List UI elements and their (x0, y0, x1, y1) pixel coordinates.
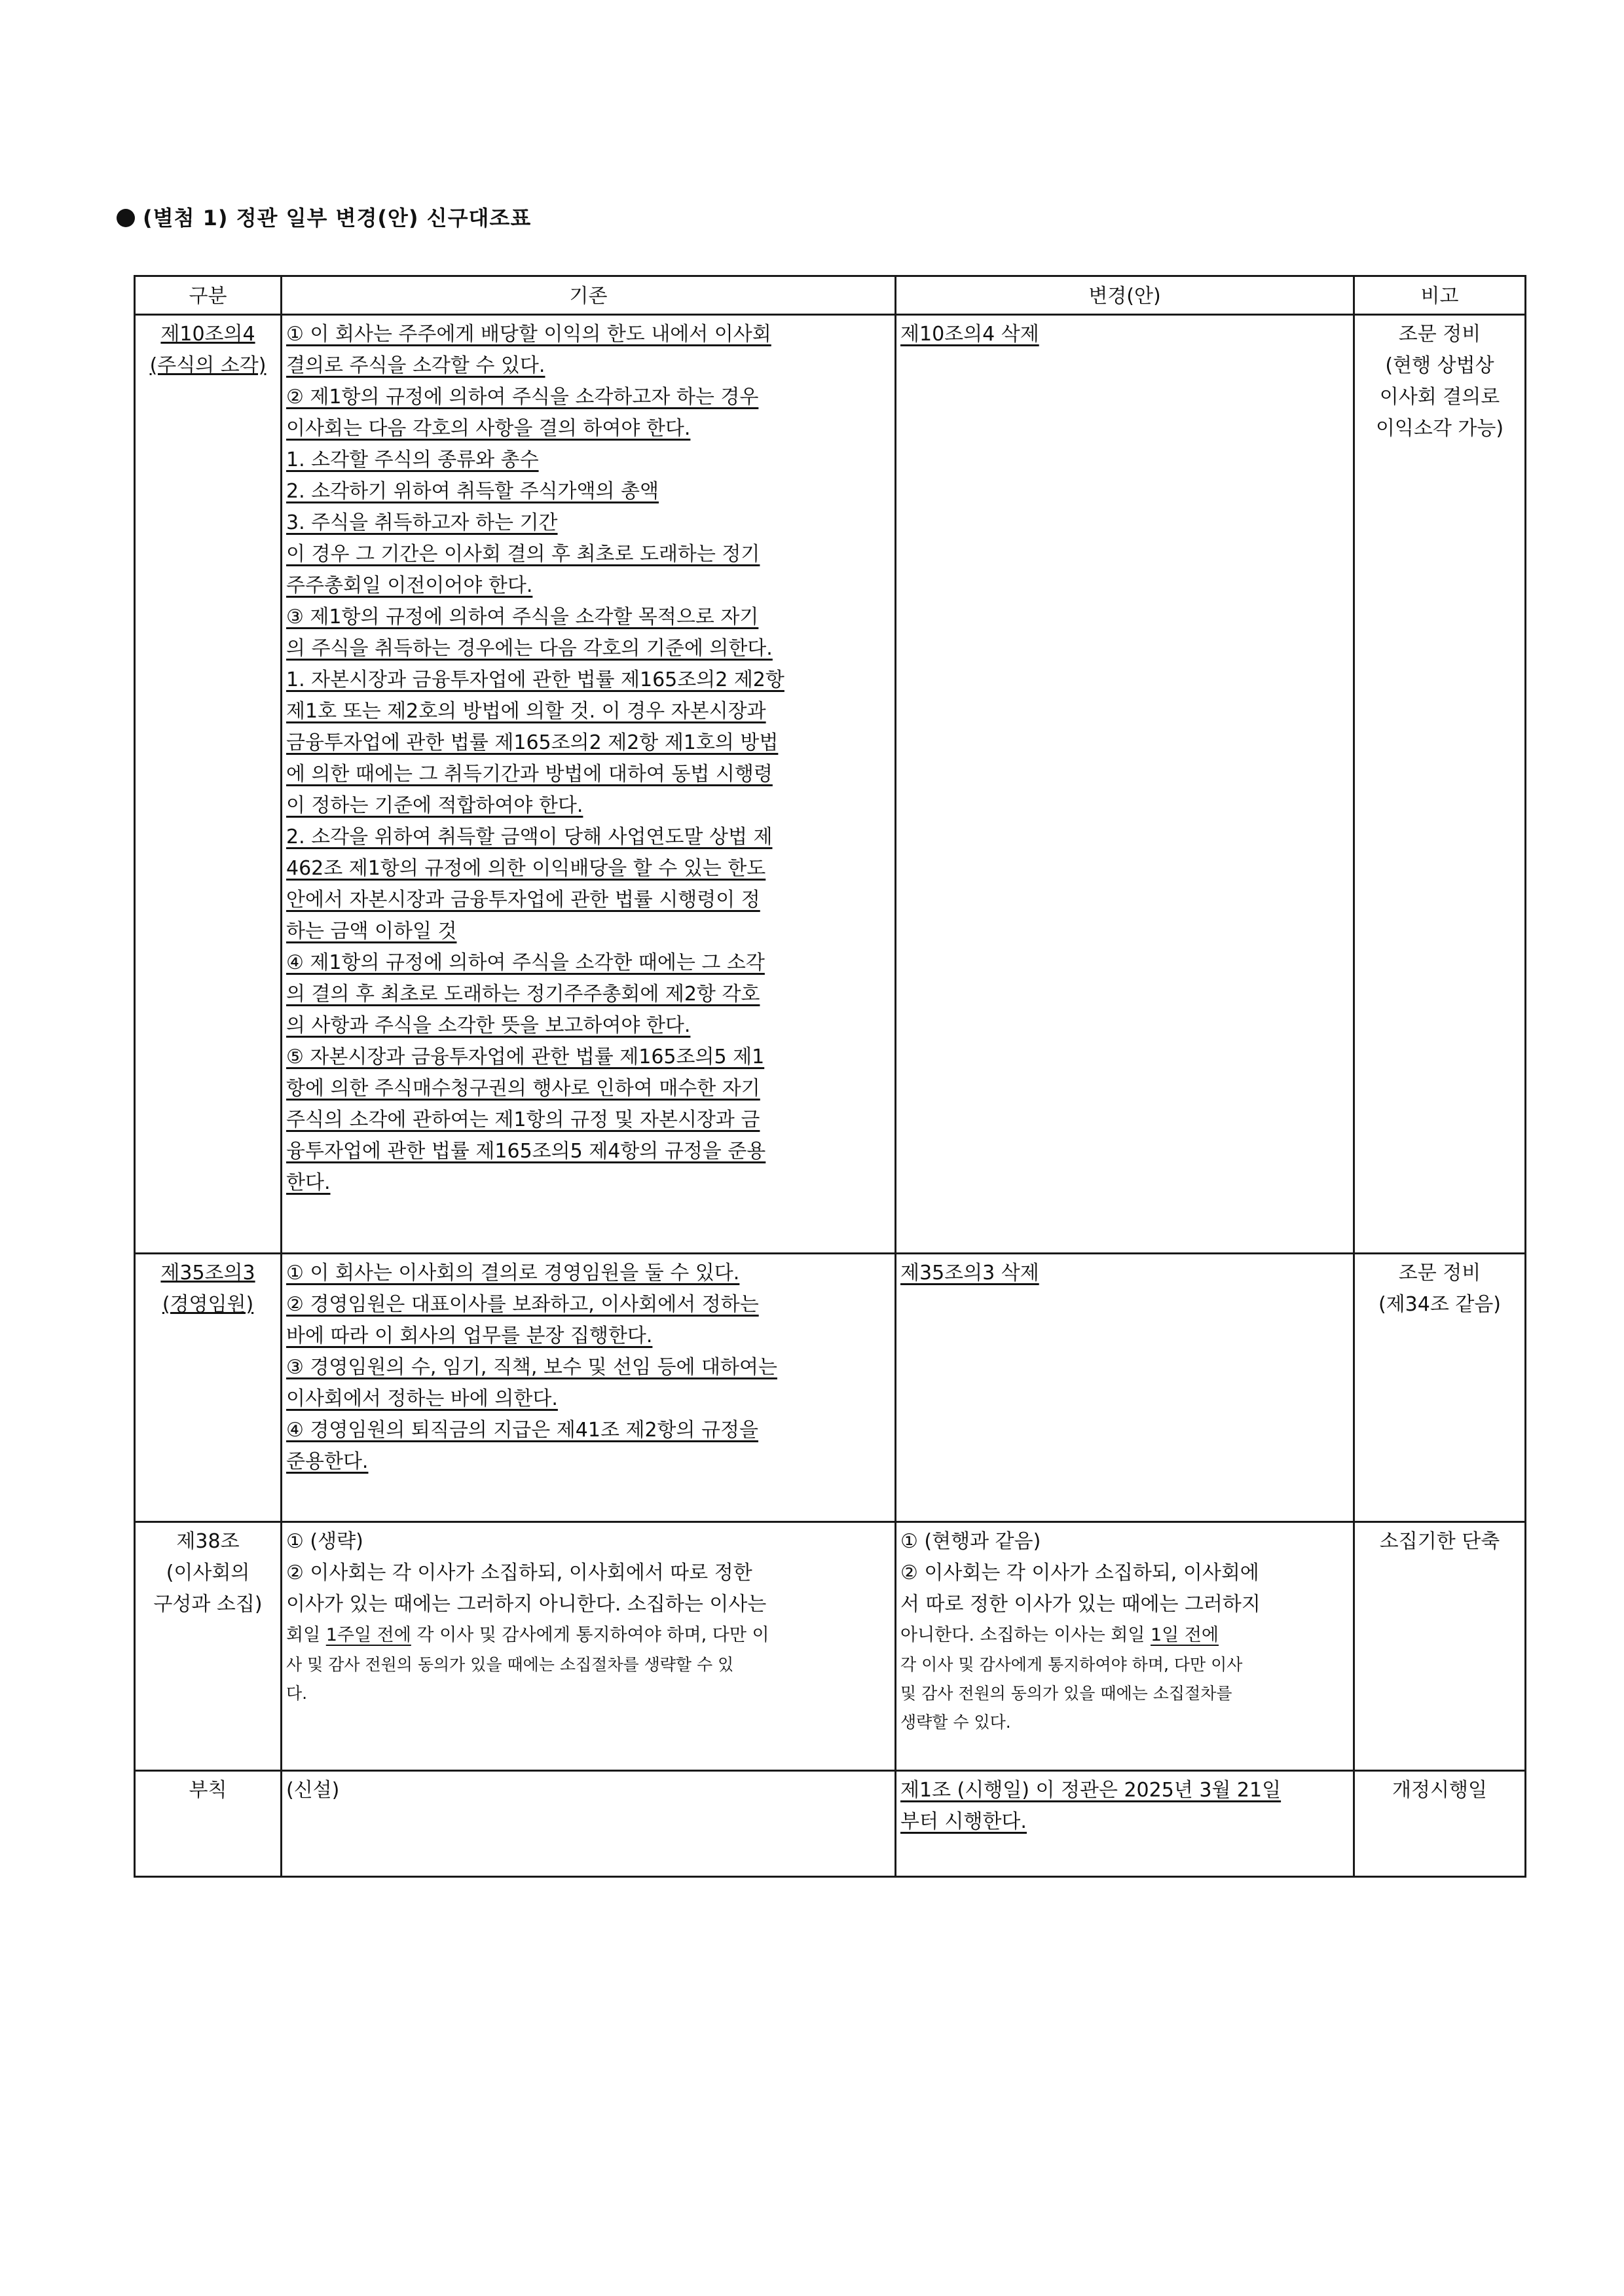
row1-existing-line: 한다. (286, 1171, 331, 1194)
row1-section-line: 제10조의4 (160, 323, 255, 346)
row2-existing-line: ③ 경영임원의 수, 임기, 직책, 보수 및 선임 등에 대하여는 (286, 1356, 777, 1379)
row3-section-line: 구성과 소집) (153, 1593, 263, 1616)
row1-note-line: 이사회 결의로 (1379, 386, 1500, 409)
row2-note-line: 조문 정비 (1398, 1262, 1481, 1285)
row1-note-line: 이익소각 가능) (1375, 417, 1504, 440)
row1-existing-line: 주식의 소각에 관하여는 제1항의 규정 및 자본시장과 금 (286, 1108, 760, 1131)
row1-section-line: (주식의 소각) (149, 354, 267, 377)
row3-proposed-text: 아니한다. 소집하는 이사는 회일 (900, 1625, 1151, 1645)
header-note: 비고 (1354, 276, 1526, 315)
row2-section-line: 제35조의3 (160, 1262, 255, 1285)
row4-existing (282, 1771, 896, 1877)
table-row (135, 1771, 1526, 1877)
row3-existing-line: 다. (286, 1684, 308, 1703)
row3-existing-highlight: 1주일 전에 (325, 1625, 411, 1645)
row3-section-line: 제38조 (176, 1530, 240, 1553)
row3-proposed (896, 1522, 1354, 1771)
row4-existing-line: (신설) (286, 1779, 340, 1802)
row1-existing-line: ① 이 회사는 주주에게 배당할 이익의 한도 내에서 이사회 (286, 323, 771, 346)
row3-existing-line (286, 1620, 891, 1650)
row1-existing-line: 3. 주식을 취득하고자 하는 기간 (286, 511, 558, 534)
row3-section (135, 1522, 282, 1771)
row1-existing-line: 이 정하는 기준에 적합하여야 한다. (286, 794, 583, 817)
header-existing: 기존 (282, 276, 896, 315)
row2-existing-line: ② 경영임원은 대표이사를 보좌하고, 이사회에서 정하는 (286, 1293, 759, 1316)
row1-existing-line: 융투자업에 관한 법률 제165조의5 제4항의 규정을 준용 (286, 1140, 766, 1163)
row1-existing-line: 이 경우 그 기간은 이사회 결의 후 최초로 도래하는 정기 (286, 543, 760, 566)
row1-existing-line: 안에서 자본시장과 금융투자업에 관한 법률 시행령이 정 (286, 888, 760, 911)
row4-note (1354, 1771, 1526, 1877)
row1-existing-line: 에 의한 때에는 그 취득기간과 방법에 대하여 동법 시행령 (286, 763, 773, 786)
header-section: 구분 (135, 276, 282, 315)
row3-note-line: 소집기한 단축 (1379, 1530, 1500, 1553)
table-row (135, 1254, 1526, 1522)
row3-existing-line: ① (생략) (286, 1530, 363, 1553)
table-row (135, 1522, 1526, 1771)
row1-existing-line: 이사회는 다음 각호의 사항을 결의 하여야 한다. (286, 417, 691, 440)
row2-existing (282, 1254, 896, 1522)
row1-existing-line: 결의로 주식을 소각할 수 있다. (286, 354, 545, 377)
row1-existing-line: 주주총회일 이전이어야 한다. (286, 574, 533, 597)
row1-section (135, 315, 282, 1254)
row2-existing-line: 이사회에서 정하는 바에 의한다. (286, 1387, 558, 1410)
table-header-row (135, 276, 1526, 315)
row1-existing-line: 하는 금액 이하일 것 (286, 920, 457, 943)
row3-proposed-highlight: 1일 전에 (1150, 1625, 1219, 1645)
row2-section (135, 1254, 282, 1522)
row2-section-line: (경영임원) (162, 1293, 254, 1316)
row2-proposed-line: 제35조의3 삭제 (900, 1262, 1039, 1285)
row1-existing-line: 금융투자업에 관한 법률 제165조의2 제2항 제1호의 방법 (286, 731, 779, 754)
row1-existing (282, 315, 896, 1254)
row4-section (135, 1771, 282, 1877)
row3-existing-text: 회일 (286, 1625, 326, 1645)
header-proposed: 변경(안) (896, 276, 1354, 315)
row3-existing-text: 각 이사 및 감사에게 통지하여야 하며, 다만 이 (411, 1625, 769, 1645)
row3-proposed-line (900, 1620, 1349, 1650)
row1-existing-line: 2. 소각을 위하여 취득할 금액이 당해 사업연도말 상법 제 (286, 826, 773, 848)
row3-existing (282, 1522, 896, 1771)
row1-existing-line: ④ 제1항의 규정에 의하여 주식을 소각한 때에는 그 소각 (286, 951, 765, 974)
row3-note (1354, 1522, 1526, 1771)
row1-existing-line: ⑤ 자본시장과 금융투자업에 관한 법률 제165조의5 제1 (286, 1046, 765, 1068)
row2-existing-line: 준용한다. (286, 1450, 369, 1473)
row2-proposed (896, 1254, 1354, 1522)
bullet-icon (117, 209, 135, 227)
row3-existing-line: 이사가 있는 때에는 그러하지 아니한다. 소집하는 이사는 (286, 1593, 767, 1616)
table-row (135, 315, 1526, 1254)
row1-existing-line: ② 제1항의 규정에 의하여 주식을 소각하고자 하는 경우 (286, 386, 759, 409)
row3-proposed-line: ① (현행과 같음) (900, 1530, 1041, 1553)
comparison-table (134, 275, 1526, 1878)
row1-note-line: 조문 정비 (1398, 323, 1481, 346)
document-title-text: (별첨 1) 정관 일부 변경(안) 신구대조표 (143, 206, 532, 230)
row1-existing-line: 1. 자본시장과 금융투자업에 관한 법률 제165조의2 제2항 (286, 668, 784, 691)
row1-existing-line: ③ 제1항의 규정에 의하여 주식을 소각할 목적으로 자기 (286, 606, 759, 629)
row3-proposed-line: 서 따로 정한 이사가 있는 때에는 그러하지 (900, 1593, 1261, 1616)
row1-proposed-line: 제10조의4 삭제 (900, 323, 1039, 346)
row1-note-line: (현행 상법상 (1385, 354, 1494, 377)
row3-proposed-line: ② 이사회는 각 이사가 소집하되, 이사회에 (900, 1561, 1259, 1584)
row2-existing-line: ④ 경영임원의 퇴직금의 지급은 제41조 제2항의 규정을 (286, 1419, 758, 1442)
row4-proposed-line: 제1조 (시행일) 이 정관은 2025년 3월 21일 (900, 1779, 1282, 1802)
row3-existing-line: 사 및 감사 전원의 동의가 있을 때에는 소집절차를 생략할 수 있 (286, 1655, 734, 1674)
document-title (117, 202, 531, 232)
row3-existing-line: ② 이사회는 각 이사가 소집하되, 이사회에서 따로 정한 (286, 1561, 752, 1584)
row1-existing-line: 의 결의 후 최초로 도래하는 정기주주총회에 제2항 각호 (286, 983, 760, 1006)
row1-existing-line: 2. 소각하기 위하여 취득할 주식가액의 총액 (286, 480, 659, 503)
row2-note-line: (제34조 같음) (1378, 1293, 1502, 1316)
row1-existing-line: 제1호 또는 제2호의 방법에 의할 것. 이 경우 자본시장과 (286, 700, 766, 723)
row4-proposed (896, 1771, 1354, 1877)
row3-proposed-line: 생략할 수 있다. (900, 1713, 1011, 1732)
row1-existing-line: 항에 의한 주식매수청구권의 행사로 인하여 매수한 자기 (286, 1077, 760, 1100)
row1-existing-line: 1. 소각할 주식의 종류와 총수 (286, 448, 539, 471)
row3-section-line: (이사회의 (166, 1561, 250, 1584)
row1-proposed (896, 315, 1354, 1254)
row4-section-line: 부칙 (189, 1779, 227, 1802)
row3-proposed-line: 및 감사 전원의 동의가 있을 때에는 소집절차를 (900, 1684, 1232, 1703)
row1-existing-line: 의 주식을 취득하는 경우에는 다음 각호의 기준에 의한다. (286, 637, 773, 660)
row2-existing-line: 바에 따라 이 회사의 업무를 분장 집행한다. (286, 1324, 653, 1347)
row4-proposed-line: 부터 시행한다. (900, 1810, 1027, 1833)
row3-proposed-line: 각 이사 및 감사에게 통지하여야 하며, 다만 이사 (900, 1655, 1243, 1674)
row2-existing-line: ① 이 회사는 이사회의 결의로 경영임원을 둘 수 있다. (286, 1262, 740, 1285)
row1-existing-line: 462조 제1항의 규정에 의한 이익배당을 할 수 있는 한도 (286, 857, 766, 880)
row4-note-line: 개정시행일 (1392, 1779, 1487, 1802)
row1-note (1354, 315, 1526, 1254)
row2-note (1354, 1254, 1526, 1522)
row1-existing-line: 의 사항과 주식을 소각한 뜻을 보고하여야 한다. (286, 1014, 691, 1037)
